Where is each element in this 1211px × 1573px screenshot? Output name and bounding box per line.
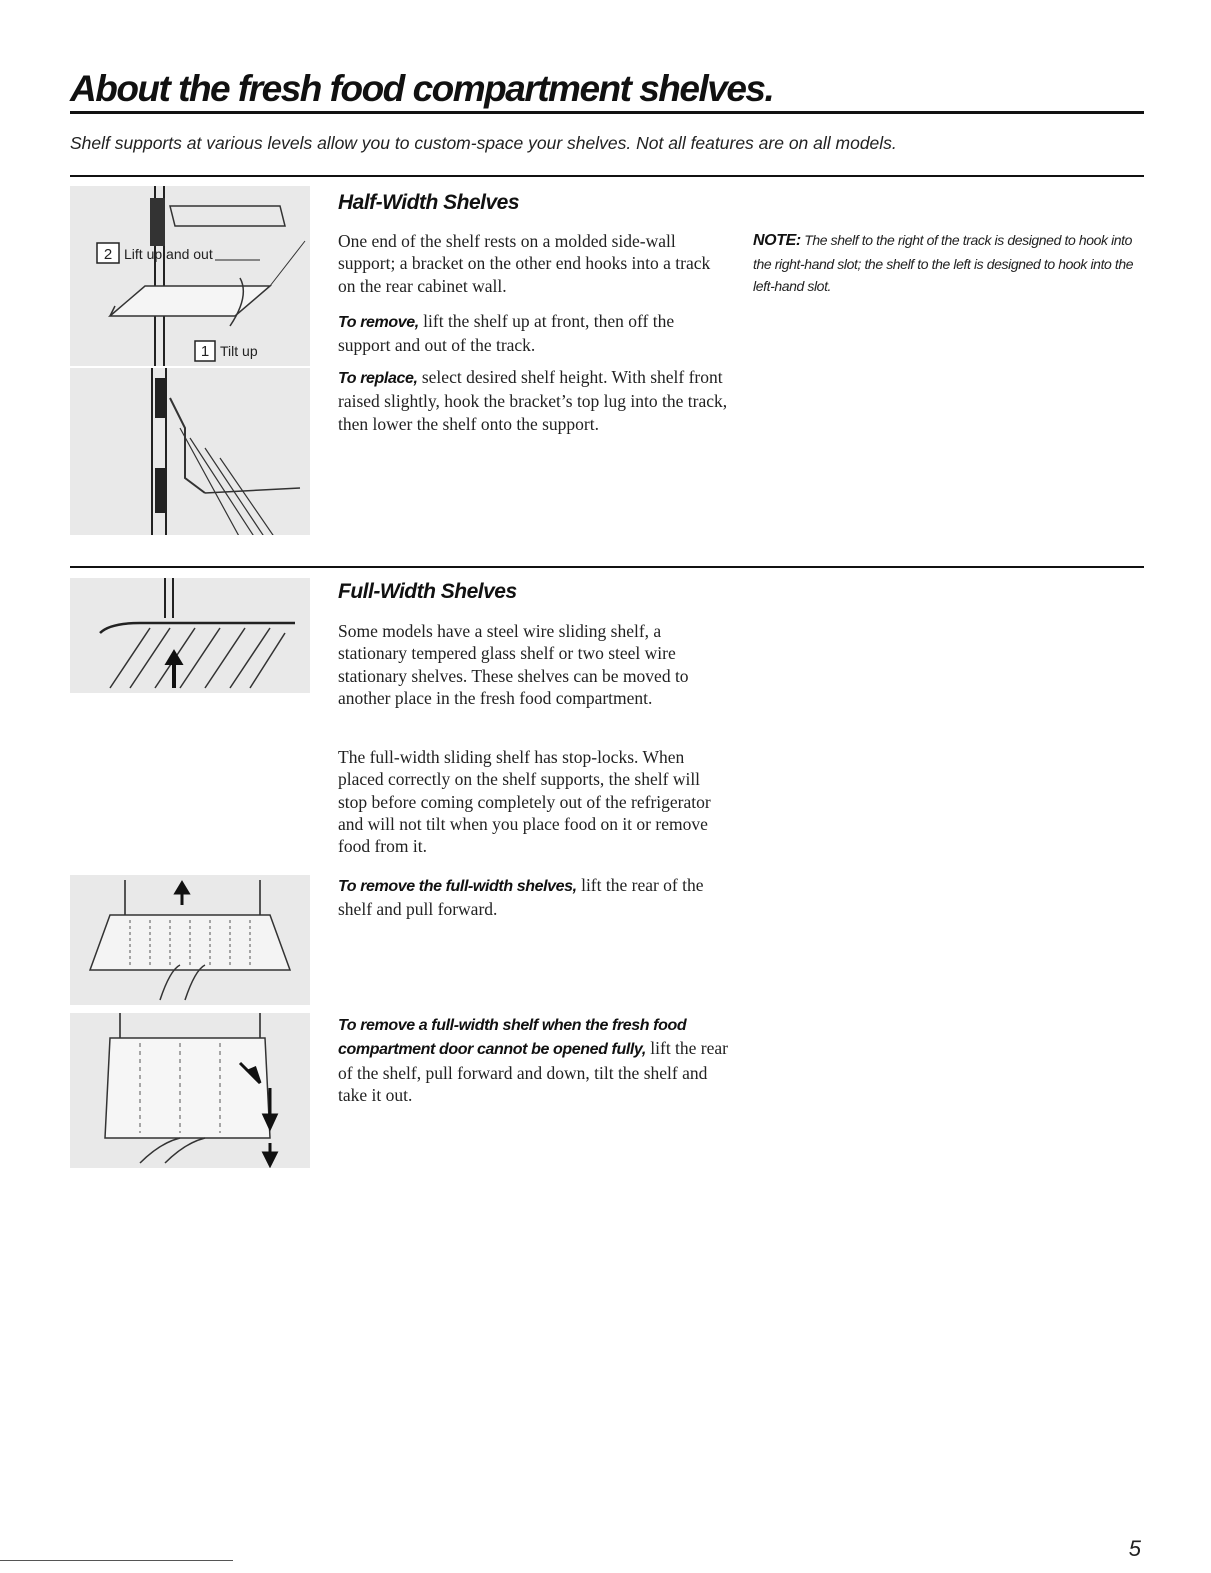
full-width-door-remove xyxy=(338,1013,728,1106)
half-width-note xyxy=(753,229,1148,298)
note-lead: NOTE: xyxy=(753,232,801,249)
full-width-door-illustration xyxy=(70,1013,310,1168)
full-width-heading: Full-Width Shelves xyxy=(338,580,517,603)
half-width-lift-illustration xyxy=(70,186,310,366)
full-width-intro: Some models have a steel wire sliding shelf, a stationary tempered glass shelf or two steel wire stationary shelves. These shelves can be moved to another place in the fresh food compartment. xyxy=(338,621,689,708)
half-width-replace-lead: To replace, xyxy=(338,370,418,387)
half-width-remove xyxy=(338,310,728,357)
full-width-remove-text: lift the rear of the shelf and pull forward. xyxy=(338,875,704,920)
footer-rule xyxy=(0,1560,233,1561)
section-rule-half-width xyxy=(70,175,1144,177)
half-width-bracket-illustration xyxy=(70,368,310,535)
step1-number: 1 xyxy=(200,343,210,360)
step2-number: 2 xyxy=(103,246,113,263)
full-width-door-lead: To remove a full-width shelf when the fresh food compartment door cannot be opened fully, xyxy=(338,1017,687,1059)
half-width-replace xyxy=(338,366,728,435)
full-width-stoplocks: The full-width sliding shelf has stop-locks. When placed correctly on the shelf supports, the shelf will stop before coming completely out of the refrigerator and will not tilt when you place food on it or remove food from it. xyxy=(338,747,711,857)
full-width-door-text: lift the rear of the shelf, pull forward and down, tilt the shelf and take it out. xyxy=(338,1038,728,1105)
half-width-heading: Half-Width Shelves xyxy=(338,191,520,214)
full-width-remove-illustration xyxy=(70,875,310,1005)
half-width-replace-text: select desired shelf height. With shelf front raised slightly, hook the bracket’s top lug into the track, then lower the shelf onto the support. xyxy=(338,367,728,434)
full-width-remove-drawing xyxy=(70,875,310,1005)
full-width-sliding-drawing xyxy=(70,578,310,693)
half-width-lift-drawing xyxy=(70,186,310,366)
page-number: 5 xyxy=(1128,1536,1141,1561)
step1-label: Tilt up xyxy=(220,343,258,359)
full-width-door-drawing xyxy=(70,1013,310,1168)
page-subtitle: Shelf supports at various levels allow you to custom-space your shelves. Not all features are on all models. xyxy=(70,133,897,153)
half-width-remove-text: lift the shelf up at front, then off the support and out of the track. xyxy=(338,311,675,356)
page-title: About the fresh food compartment shelves. xyxy=(70,68,774,109)
note-text: The shelf to the right of the track is designed to hook into the right-hand slot; the shelf to the left is designed to hook into the left-hand slot. xyxy=(753,232,1134,294)
title-rule xyxy=(70,111,1144,114)
full-width-sliding-illustration xyxy=(70,578,310,693)
half-width-intro: One end of the shelf rests on a molded side-wall support; a bracket on the other end hooks into a track on the rear cabinet wall. xyxy=(338,231,711,296)
section-rule-full-width xyxy=(70,566,1144,568)
step2-label: Lift up and out xyxy=(124,246,213,262)
full-width-remove-lead: To remove the full-width shelves, xyxy=(338,878,577,895)
full-width-remove xyxy=(338,874,728,921)
half-width-remove-lead: To remove, xyxy=(338,314,419,331)
half-width-bracket-drawing xyxy=(70,368,310,535)
